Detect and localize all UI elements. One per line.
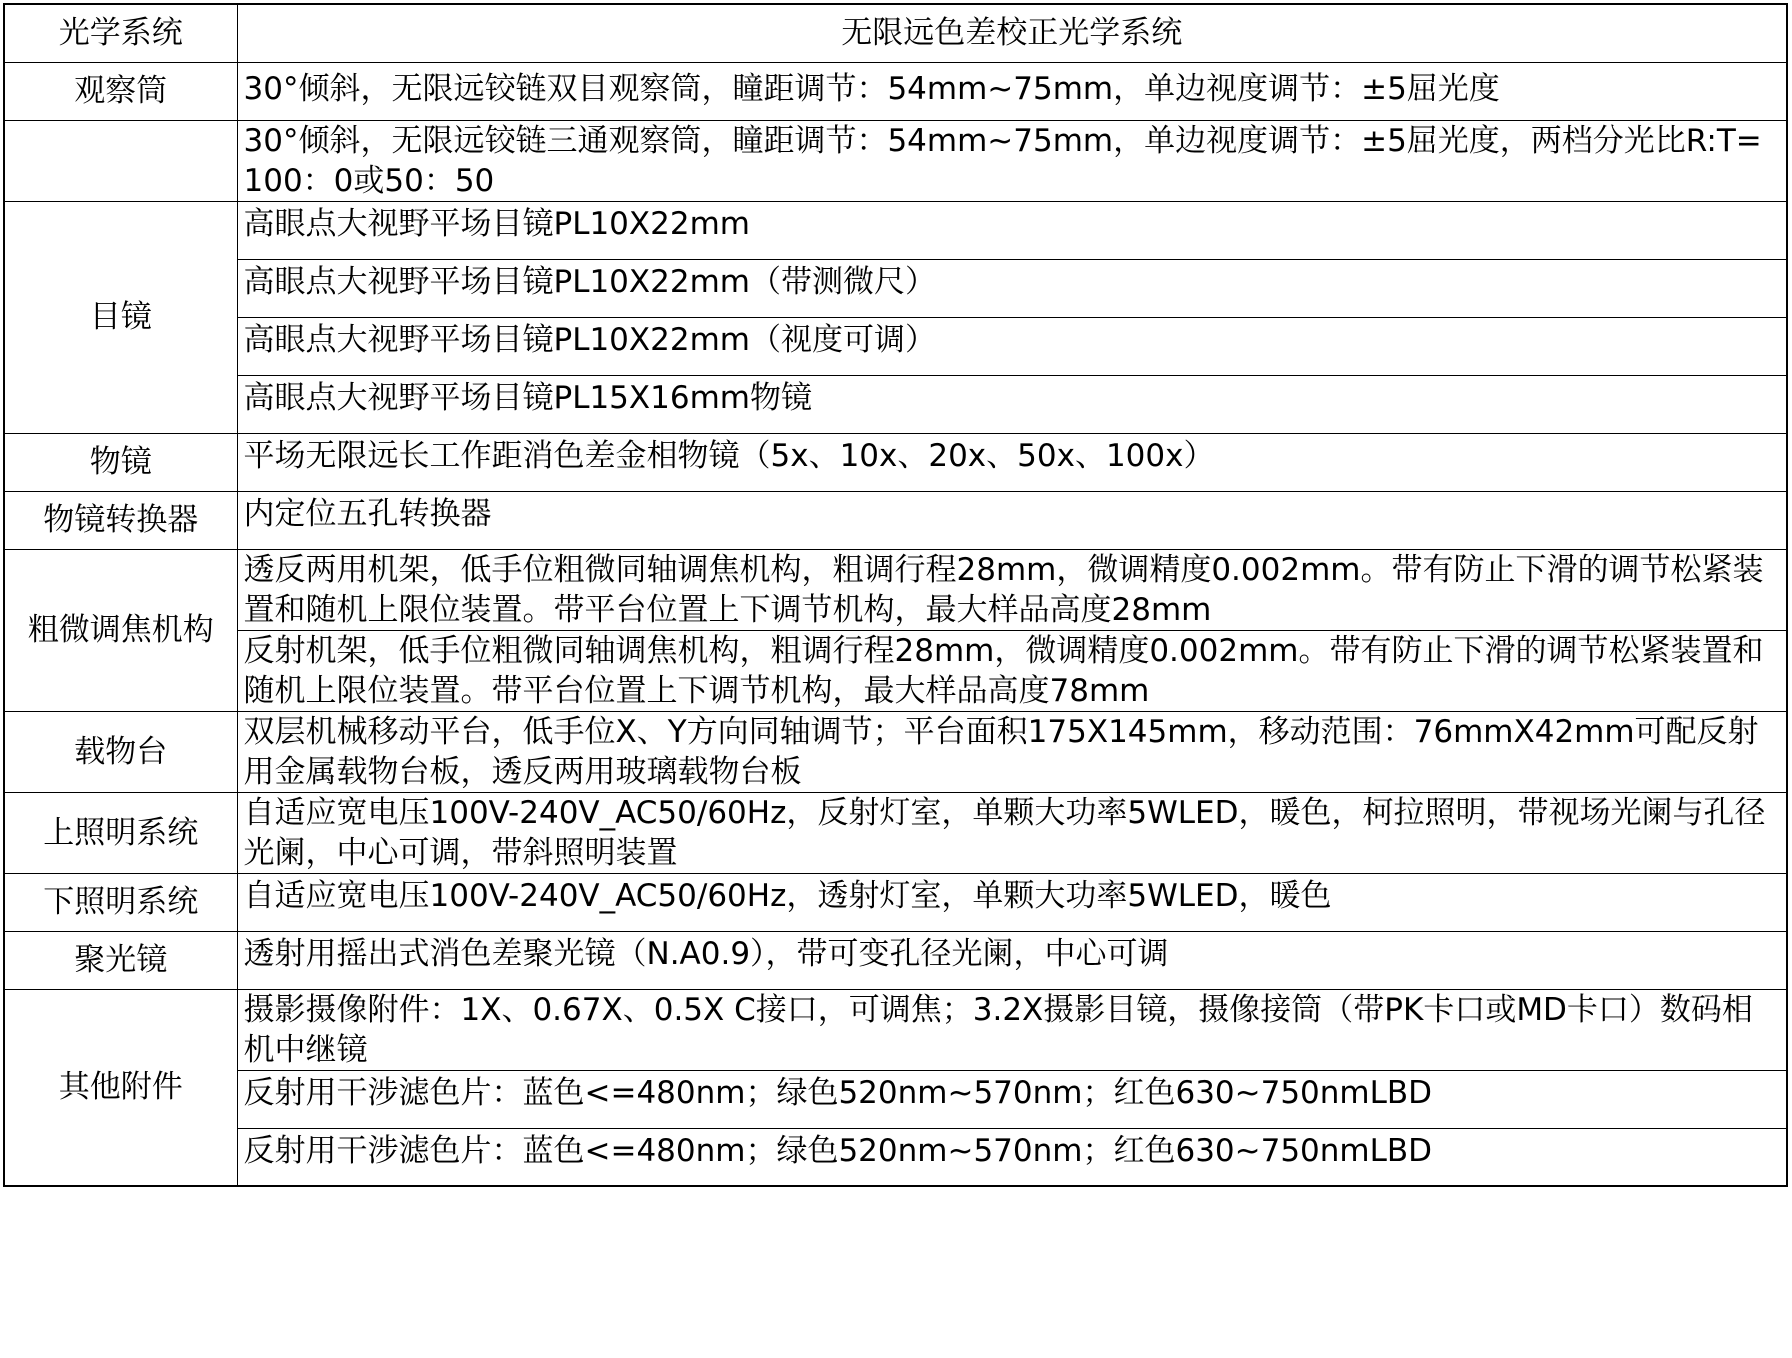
table-row (4, 873, 1787, 931)
category-cell: 上照明系统 (4, 792, 237, 873)
category-cell: 物镜 (4, 433, 237, 491)
description-cell: 30°倾斜，无限远铰链三通观察筒，瞳距调节：54mm~75mm，单边视度调节：±5屈光度，两档分光比R:T=100：0或50：50 (237, 120, 1787, 201)
description-cell: 透反两用机架，低手位粗微同轴调焦机构，粗调行程28mm，微调精度0.002mm。带有防止下滑的调节松紧装置和随机上限位装置。带平台位置上下调节机构，最大样品高度28mm (237, 549, 1787, 630)
table-row (4, 711, 1787, 792)
category-cell: 粗微调焦机构 (4, 549, 237, 711)
description-cell: 高眼点大视野平场目镜PL10X22mm（带测微尺） (237, 259, 1787, 317)
description-cell: 内定位五孔转换器 (237, 491, 1787, 549)
category-cell (4, 120, 237, 201)
header-category-cell: 光学系统 (4, 4, 237, 62)
table-row (4, 259, 1787, 317)
header-row (4, 4, 1787, 62)
table-row (4, 630, 1787, 711)
description-cell: 透射用摇出式消色差聚光镜（N.A0.9），带可变孔径光阑，中心可调 (237, 931, 1787, 989)
category-cell: 其他附件 (4, 989, 237, 1186)
table-row (4, 201, 1787, 259)
description-cell: 高眼点大视野平场目镜PL10X22mm (237, 201, 1787, 259)
table-row (4, 491, 1787, 549)
table-row (4, 989, 1787, 1070)
spec-table (3, 3, 1788, 1187)
category-cell: 载物台 (4, 711, 237, 792)
category-cell: 目镜 (4, 201, 237, 433)
description-cell: 双层机械移动平台，低手位X、Y方向同轴调节；平台面积175X145mm，移动范围：76mmX42mm可配反射用金属载物台板，透反两用玻璃载物台板 (237, 711, 1787, 792)
description-cell: 摄影摄像附件：1X、0.67X、0.5X C接口，可调焦；3.2X摄影目镜，摄像接筒（带PK卡口或MD卡口）数码相机中继镜 (237, 989, 1787, 1070)
description-cell: 平场无限远长工作距消色差金相物镜（5x、10x、20x、50x、100x） (237, 433, 1787, 491)
description-cell: 30°倾斜，无限远铰链双目观察筒，瞳距调节：54mm~75mm，单边视度调节：±5屈光度 (237, 62, 1787, 120)
description-cell: 反射用干涉滤色片：蓝色<=480nm；绿色520nm~570nm；红色630~750nmLBD (237, 1070, 1787, 1128)
table-row (4, 433, 1787, 491)
table-row (4, 317, 1787, 375)
table-row (4, 549, 1787, 630)
table-row (4, 62, 1787, 120)
description-cell: 高眼点大视野平场目镜PL15X16mm物镜 (237, 375, 1787, 433)
category-cell: 观察筒 (4, 62, 237, 120)
table-row (4, 931, 1787, 989)
category-cell: 聚光镜 (4, 931, 237, 989)
description-cell: 自适应宽电压100V-240V_AC50/60Hz，反射灯室，单颗大功率5WLED，暖色，柯拉照明，带视场光阑与孔径光阑，中心可调，带斜照明装置 (237, 792, 1787, 873)
description-cell: 高眼点大视野平场目镜PL10X22mm（视度可调） (237, 317, 1787, 375)
description-cell: 反射机架，低手位粗微同轴调焦机构，粗调行程28mm，微调精度0.002mm。带有防止下滑的调节松紧装置和随机上限位装置。带平台位置上下调节机构，最大样品高度78mm (237, 630, 1787, 711)
description-cell: 自适应宽电压100V-240V_AC50/60Hz，透射灯室，单颗大功率5WLED，暖色 (237, 873, 1787, 931)
table-row (4, 792, 1787, 873)
description-cell: 反射用干涉滤色片：蓝色<=480nm；绿色520nm~570nm；红色630~750nmLBD (237, 1128, 1787, 1186)
header-description-cell: 无限远色差校正光学系统 (237, 4, 1787, 62)
category-cell: 下照明系统 (4, 873, 237, 931)
category-cell: 物镜转换器 (4, 491, 237, 549)
table-row (4, 375, 1787, 433)
table-row (4, 1070, 1787, 1128)
table-row (4, 120, 1787, 201)
table-row (4, 1128, 1787, 1186)
